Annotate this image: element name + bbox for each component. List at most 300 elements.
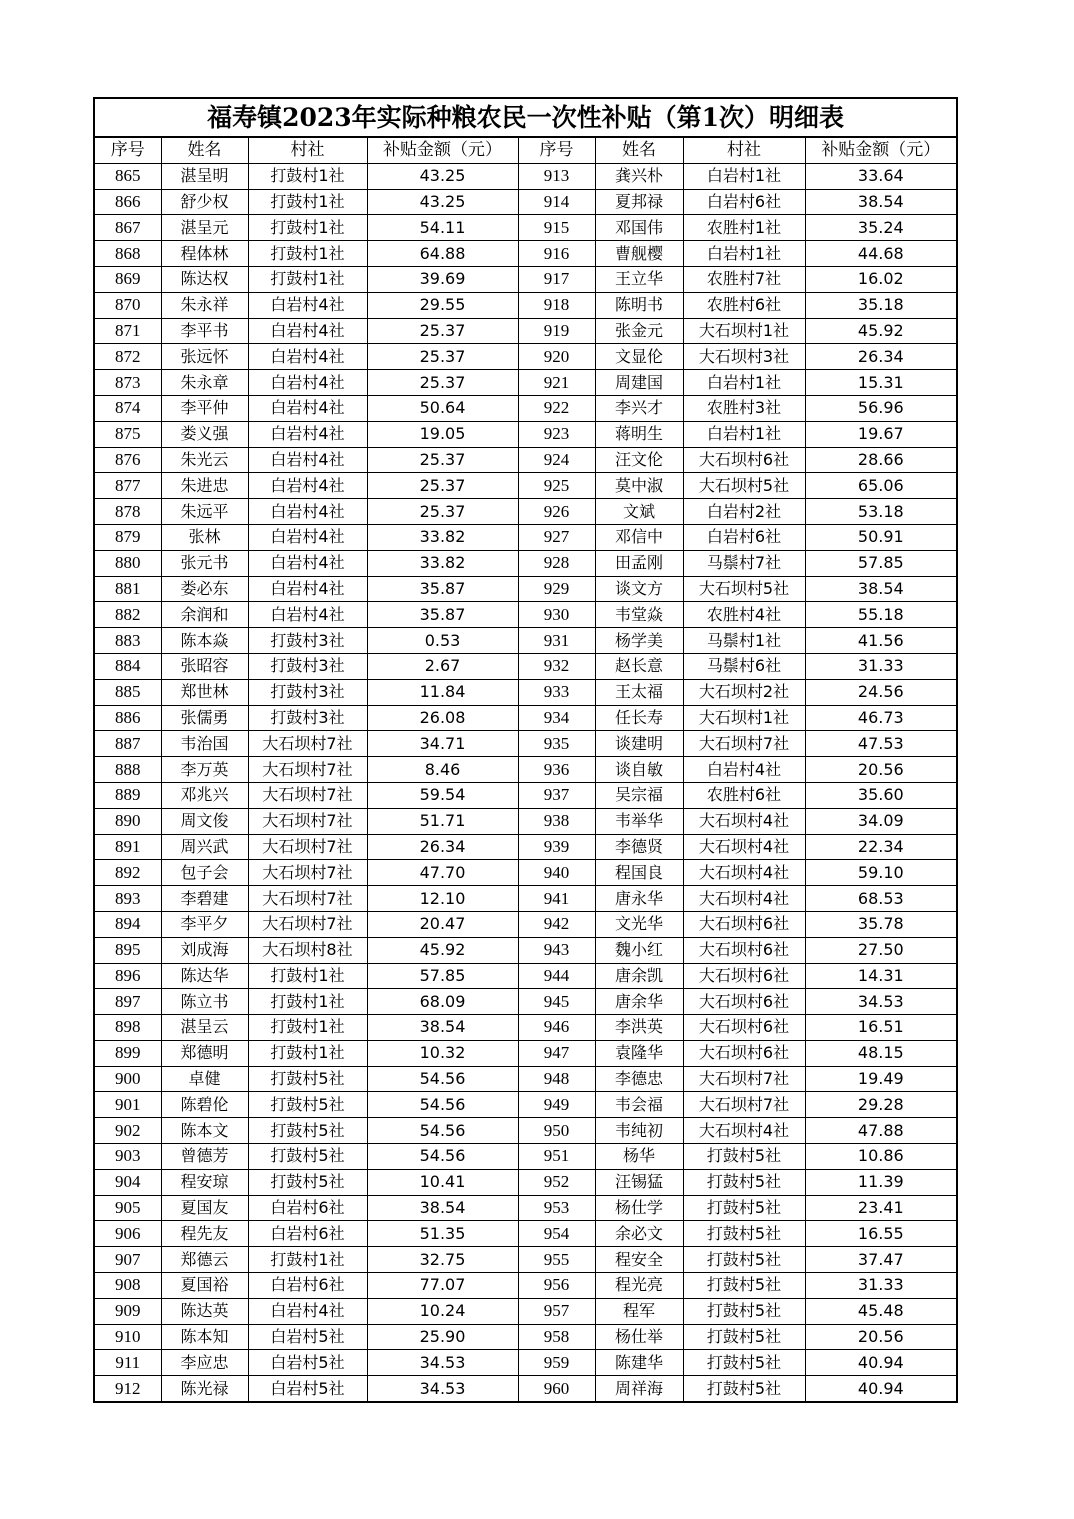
- amount-cell: 50.64: [367, 395, 518, 421]
- seq-cell: 915: [518, 215, 595, 241]
- amount-cell: 25.37: [367, 344, 518, 370]
- amount-cell: 38.54: [367, 1015, 518, 1041]
- table-row: [94, 782, 957, 808]
- seq-cell: 921: [518, 370, 595, 396]
- name-cell: 龚兴朴: [595, 163, 683, 189]
- amount-cell: 16.51: [805, 1015, 957, 1041]
- table-row: [94, 1092, 957, 1118]
- seq-cell: 935: [518, 731, 595, 757]
- amount-cell: 26.08: [367, 705, 518, 731]
- name-cell: 陈达权: [161, 266, 248, 292]
- seq-cell: 949: [518, 1092, 595, 1118]
- seq-cell: 874: [94, 395, 161, 421]
- seq-cell: 953: [518, 1195, 595, 1221]
- village-cell: 农胜村6社: [683, 782, 805, 808]
- seq-cell: 897: [94, 989, 161, 1015]
- name-cell: 李平仲: [161, 395, 248, 421]
- table-row: [94, 937, 957, 963]
- village-cell: 白岩村6社: [683, 524, 805, 550]
- village-cell: 打鼓村1社: [248, 241, 367, 267]
- amount-cell: 35.24: [805, 215, 957, 241]
- village-cell: 大石坝村7社: [683, 1066, 805, 1092]
- village-cell: 农胜村7社: [683, 266, 805, 292]
- amount-cell: 25.37: [367, 499, 518, 525]
- amount-cell: 23.41: [805, 1195, 957, 1221]
- village-cell: 打鼓村3社: [248, 653, 367, 679]
- name-cell: 陈本知: [161, 1324, 248, 1350]
- amount-cell: 59.10: [805, 860, 957, 886]
- name-cell: 李德忠: [595, 1066, 683, 1092]
- village-cell: 打鼓村5社: [683, 1298, 805, 1324]
- village-cell: 打鼓村3社: [248, 628, 367, 654]
- name-cell: 李应忠: [161, 1350, 248, 1376]
- village-cell: 白岩村4社: [683, 757, 805, 783]
- village-cell: 白岩村6社: [248, 1221, 367, 1247]
- amount-cell: 54.56: [367, 1066, 518, 1092]
- village-cell: 打鼓村3社: [248, 679, 367, 705]
- name-cell: 文光华: [595, 911, 683, 937]
- village-cell: 打鼓村1社: [248, 1247, 367, 1273]
- village-cell: 白岩村6社: [248, 1195, 367, 1221]
- seq-cell: 866: [94, 189, 161, 215]
- seq-cell: 916: [518, 241, 595, 267]
- amount-header-right: 补贴金额（元）: [805, 137, 957, 163]
- amount-cell: 16.02: [805, 266, 957, 292]
- amount-cell: 35.87: [367, 602, 518, 628]
- seq-header-left: 序号: [94, 137, 161, 163]
- name-cell: 张儒勇: [161, 705, 248, 731]
- seq-cell: 928: [518, 550, 595, 576]
- seq-cell: 884: [94, 653, 161, 679]
- name-cell: 湛呈明: [161, 163, 248, 189]
- name-cell: 周建国: [595, 370, 683, 396]
- amount-cell: 55.18: [805, 602, 957, 628]
- village-cell: 白岩村5社: [248, 1350, 367, 1376]
- village-cell: 白岩村4社: [248, 524, 367, 550]
- seq-cell: 937: [518, 782, 595, 808]
- seq-cell: 929: [518, 576, 595, 602]
- amount-cell: 26.34: [805, 344, 957, 370]
- name-cell: 魏小红: [595, 937, 683, 963]
- amount-cell: 68.09: [367, 989, 518, 1015]
- village-cell: 马鬃村6社: [683, 653, 805, 679]
- village-cell: 白岩村4社: [248, 576, 367, 602]
- amount-cell: 28.66: [805, 447, 957, 473]
- seq-cell: 910: [94, 1324, 161, 1350]
- village-cell: 白岩村4社: [248, 344, 367, 370]
- name-cell: 韦治国: [161, 731, 248, 757]
- table-row: [94, 911, 957, 937]
- name-cell: 李平书: [161, 318, 248, 344]
- name-cell: 汪锡猛: [595, 1169, 683, 1195]
- name-cell: 周祥海: [595, 1376, 683, 1402]
- seq-cell: 901: [94, 1092, 161, 1118]
- seq-cell: 868: [94, 241, 161, 267]
- seq-cell: 885: [94, 679, 161, 705]
- table-row: [94, 215, 957, 241]
- amount-cell: 41.56: [805, 628, 957, 654]
- seq-cell: 872: [94, 344, 161, 370]
- table-row: [94, 370, 957, 396]
- amount-cell: 38.54: [367, 1195, 518, 1221]
- table-row: [94, 705, 957, 731]
- seq-cell: 960: [518, 1376, 595, 1402]
- village-cell: 白岩村1社: [683, 241, 805, 267]
- name-cell: 谈文方: [595, 576, 683, 602]
- name-cell: 邓信中: [595, 524, 683, 550]
- amount-cell: 26.34: [367, 834, 518, 860]
- village-cell: 打鼓村5社: [248, 1066, 367, 1092]
- seq-cell: 896: [94, 963, 161, 989]
- seq-cell: 909: [94, 1298, 161, 1324]
- subsidy-table: [93, 97, 958, 1403]
- village-cell: 白岩村4社: [248, 473, 367, 499]
- name-cell: 周文俊: [161, 808, 248, 834]
- village-cell: 打鼓村5社: [683, 1195, 805, 1221]
- village-cell: 白岩村4社: [248, 292, 367, 318]
- amount-cell: 24.56: [805, 679, 957, 705]
- village-cell: 打鼓村5社: [248, 1118, 367, 1144]
- name-cell: 赵长意: [595, 653, 683, 679]
- seq-cell: 941: [518, 886, 595, 912]
- table-row: [94, 757, 957, 783]
- table-body: [94, 163, 957, 1402]
- name-cell: 韦举华: [595, 808, 683, 834]
- table-row: [94, 550, 957, 576]
- amount-cell: 68.53: [805, 886, 957, 912]
- table-row: [94, 395, 957, 421]
- seq-header-right: 序号: [518, 137, 595, 163]
- amount-cell: 10.32: [367, 1040, 518, 1066]
- seq-cell: 955: [518, 1247, 595, 1273]
- seq-cell: 934: [518, 705, 595, 731]
- village-cell: 大石坝村7社: [248, 731, 367, 757]
- amount-cell: 38.54: [805, 189, 957, 215]
- table-row: [94, 886, 957, 912]
- amount-cell: 57.85: [367, 963, 518, 989]
- village-cell: 大石坝村7社: [248, 808, 367, 834]
- name-header-right: 姓名: [595, 137, 683, 163]
- name-cell: 陈明书: [595, 292, 683, 318]
- amount-cell: 8.46: [367, 757, 518, 783]
- village-cell: 打鼓村5社: [683, 1350, 805, 1376]
- seq-cell: 875: [94, 421, 161, 447]
- name-cell: 朱永章: [161, 370, 248, 396]
- village-cell: 大石坝村7社: [248, 886, 367, 912]
- name-cell: 李德贤: [595, 834, 683, 860]
- village-cell: 打鼓村1社: [248, 1040, 367, 1066]
- name-cell: 陈达英: [161, 1298, 248, 1324]
- table-row: [94, 499, 957, 525]
- table-row: [94, 292, 957, 318]
- village-cell: 大石坝村4社: [683, 808, 805, 834]
- seq-cell: 946: [518, 1015, 595, 1041]
- name-cell: 莫中淑: [595, 473, 683, 499]
- name-cell: 王太福: [595, 679, 683, 705]
- village-cell: 打鼓村5社: [683, 1247, 805, 1273]
- village-cell: 大石坝村6社: [683, 1040, 805, 1066]
- village-cell: 白岩村2社: [683, 499, 805, 525]
- amount-cell: 38.54: [805, 576, 957, 602]
- village-cell: 白岩村1社: [683, 163, 805, 189]
- table-row: [94, 266, 957, 292]
- table-row: [94, 1066, 957, 1092]
- seq-cell: 952: [518, 1169, 595, 1195]
- table-row: [94, 1221, 957, 1247]
- table-row: [94, 653, 957, 679]
- village-cell: 马鬃村1社: [683, 628, 805, 654]
- village-cell: 大石坝村5社: [683, 473, 805, 499]
- amount-cell: 19.05: [367, 421, 518, 447]
- amount-cell: 27.50: [805, 937, 957, 963]
- header-row: [94, 137, 957, 163]
- seq-cell: 911: [94, 1350, 161, 1376]
- seq-cell: 947: [518, 1040, 595, 1066]
- table-row: [94, 318, 957, 344]
- name-cell: 曾德芳: [161, 1144, 248, 1170]
- name-cell: 陈本焱: [161, 628, 248, 654]
- name-cell: 李万英: [161, 757, 248, 783]
- village-cell: 大石坝村7社: [248, 834, 367, 860]
- amount-cell: 54.56: [367, 1118, 518, 1144]
- seq-cell: 914: [518, 189, 595, 215]
- amount-cell: 43.25: [367, 189, 518, 215]
- name-cell: 程体林: [161, 241, 248, 267]
- seq-cell: 900: [94, 1066, 161, 1092]
- village-cell: 大石坝村6社: [683, 989, 805, 1015]
- seq-cell: 913: [518, 163, 595, 189]
- village-cell: 打鼓村5社: [248, 1092, 367, 1118]
- amount-cell: 46.73: [805, 705, 957, 731]
- name-cell: 朱进忠: [161, 473, 248, 499]
- table-row: [94, 1350, 957, 1376]
- seq-cell: 951: [518, 1144, 595, 1170]
- seq-cell: 940: [518, 860, 595, 886]
- table-row: [94, 679, 957, 705]
- seq-cell: 907: [94, 1247, 161, 1273]
- amount-cell: 34.71: [367, 731, 518, 757]
- amount-cell: 35.87: [367, 576, 518, 602]
- table-row: [94, 731, 957, 757]
- village-cell: 大石坝村3社: [683, 344, 805, 370]
- village-cell: 大石坝村8社: [248, 937, 367, 963]
- amount-cell: 40.94: [805, 1350, 957, 1376]
- seq-cell: 942: [518, 911, 595, 937]
- seq-cell: 956: [518, 1273, 595, 1299]
- seq-cell: 883: [94, 628, 161, 654]
- village-cell: 大石坝村4社: [683, 860, 805, 886]
- table-row: [94, 1015, 957, 1041]
- table-row: [94, 1040, 957, 1066]
- name-cell: 韦纯初: [595, 1118, 683, 1144]
- seq-cell: 867: [94, 215, 161, 241]
- name-header-left: 姓名: [161, 137, 248, 163]
- name-cell: 郑世林: [161, 679, 248, 705]
- seq-cell: 950: [518, 1118, 595, 1144]
- name-cell: 陈建华: [595, 1350, 683, 1376]
- amount-cell: 25.37: [367, 447, 518, 473]
- name-cell: 张元书: [161, 550, 248, 576]
- seq-cell: 889: [94, 782, 161, 808]
- seq-cell: 877: [94, 473, 161, 499]
- name-cell: 程先友: [161, 1221, 248, 1247]
- name-cell: 杨学美: [595, 628, 683, 654]
- table-row: [94, 344, 957, 370]
- table-row: [94, 1376, 957, 1402]
- amount-cell: 29.55: [367, 292, 518, 318]
- table-row: [94, 628, 957, 654]
- village-cell: 大石坝村1社: [683, 318, 805, 344]
- table-row: [94, 1273, 957, 1299]
- table-row: [94, 576, 957, 602]
- name-cell: 郑德云: [161, 1247, 248, 1273]
- amount-cell: 19.49: [805, 1066, 957, 1092]
- amount-cell: 10.41: [367, 1169, 518, 1195]
- name-cell: 夏国友: [161, 1195, 248, 1221]
- amount-cell: 33.64: [805, 163, 957, 189]
- village-cell: 大石坝村4社: [683, 1118, 805, 1144]
- seq-cell: 908: [94, 1273, 161, 1299]
- amount-cell: 33.82: [367, 524, 518, 550]
- seq-cell: 886: [94, 705, 161, 731]
- seq-cell: 922: [518, 395, 595, 421]
- village-cell: 打鼓村1社: [248, 1015, 367, 1041]
- name-cell: 李兴才: [595, 395, 683, 421]
- seq-cell: 931: [518, 628, 595, 654]
- name-cell: 程安琼: [161, 1169, 248, 1195]
- village-cell: 大石坝村6社: [683, 1015, 805, 1041]
- seq-cell: 948: [518, 1066, 595, 1092]
- table-row: [94, 189, 957, 215]
- amount-cell: 35.78: [805, 911, 957, 937]
- name-cell: 周兴武: [161, 834, 248, 860]
- seq-cell: 893: [94, 886, 161, 912]
- amount-cell: 11.84: [367, 679, 518, 705]
- amount-cell: 48.15: [805, 1040, 957, 1066]
- name-cell: 夏邦禄: [595, 189, 683, 215]
- village-cell: 打鼓村5社: [683, 1273, 805, 1299]
- amount-cell: 14.31: [805, 963, 957, 989]
- amount-cell: 34.09: [805, 808, 957, 834]
- village-cell: 大石坝村5社: [683, 576, 805, 602]
- village-cell: 大石坝村7社: [248, 757, 367, 783]
- village-header-left: 村社: [248, 137, 367, 163]
- amount-cell: 47.53: [805, 731, 957, 757]
- name-cell: 杨华: [595, 1144, 683, 1170]
- amount-cell: 10.24: [367, 1298, 518, 1324]
- seq-cell: 880: [94, 550, 161, 576]
- table-row: [94, 447, 957, 473]
- amount-cell: 33.82: [367, 550, 518, 576]
- name-cell: 田孟刚: [595, 550, 683, 576]
- table-row: [94, 1324, 957, 1350]
- table-row: [94, 241, 957, 267]
- name-cell: 朱永祥: [161, 292, 248, 318]
- amount-cell: 54.56: [367, 1092, 518, 1118]
- village-cell: 白岩村1社: [683, 370, 805, 396]
- amount-cell: 0.53: [367, 628, 518, 654]
- village-cell: 白岩村6社: [683, 189, 805, 215]
- amount-cell: 34.53: [805, 989, 957, 1015]
- seq-cell: 912: [94, 1376, 161, 1402]
- table-row: [94, 1169, 957, 1195]
- seq-cell: 924: [518, 447, 595, 473]
- table-row: [94, 989, 957, 1015]
- village-cell: 白岩村4社: [248, 318, 367, 344]
- village-cell: 大石坝村6社: [683, 937, 805, 963]
- seq-cell: 891: [94, 834, 161, 860]
- table-row: [94, 1298, 957, 1324]
- name-cell: 舒少权: [161, 189, 248, 215]
- name-cell: 张林: [161, 524, 248, 550]
- seq-cell: 871: [94, 318, 161, 344]
- seq-cell: 887: [94, 731, 161, 757]
- name-cell: 唐永华: [595, 886, 683, 912]
- amount-cell: 19.67: [805, 421, 957, 447]
- amount-cell: 47.88: [805, 1118, 957, 1144]
- amount-cell: 16.55: [805, 1221, 957, 1247]
- village-cell: 打鼓村1社: [248, 163, 367, 189]
- name-cell: 曹舰樱: [595, 241, 683, 267]
- table-row: [94, 524, 957, 550]
- amount-cell: 51.71: [367, 808, 518, 834]
- seq-cell: 933: [518, 679, 595, 705]
- seq-cell: 898: [94, 1015, 161, 1041]
- amount-cell: 65.06: [805, 473, 957, 499]
- name-cell: 朱光云: [161, 447, 248, 473]
- amount-cell: 53.18: [805, 499, 957, 525]
- village-cell: 农胜村3社: [683, 395, 805, 421]
- village-cell: 打鼓村5社: [248, 1169, 367, 1195]
- name-cell: 张昭容: [161, 653, 248, 679]
- seq-cell: 894: [94, 911, 161, 937]
- amount-cell: 34.53: [367, 1376, 518, 1402]
- seq-cell: 930: [518, 602, 595, 628]
- amount-cell: 29.28: [805, 1092, 957, 1118]
- amount-cell: 11.39: [805, 1169, 957, 1195]
- name-cell: 程光亮: [595, 1273, 683, 1299]
- village-cell: 农胜村6社: [683, 292, 805, 318]
- village-cell: 打鼓村1社: [248, 266, 367, 292]
- amount-cell: 37.47: [805, 1247, 957, 1273]
- name-cell: 李洪英: [595, 1015, 683, 1041]
- village-cell: 白岩村5社: [248, 1324, 367, 1350]
- village-cell: 大石坝村7社: [683, 1092, 805, 1118]
- amount-cell: 56.96: [805, 395, 957, 421]
- table-row: [94, 963, 957, 989]
- village-cell: 大石坝村6社: [683, 963, 805, 989]
- seq-cell: 943: [518, 937, 595, 963]
- seq-cell: 920: [518, 344, 595, 370]
- name-cell: 文斌: [595, 499, 683, 525]
- name-cell: 谈建明: [595, 731, 683, 757]
- amount-cell: 44.68: [805, 241, 957, 267]
- village-cell: 打鼓村1社: [248, 189, 367, 215]
- seq-cell: 954: [518, 1221, 595, 1247]
- name-cell: 陈光禄: [161, 1376, 248, 1402]
- seq-cell: 892: [94, 860, 161, 886]
- name-cell: 卓健: [161, 1066, 248, 1092]
- village-cell: 打鼓村1社: [248, 215, 367, 241]
- amount-cell: 20.56: [805, 757, 957, 783]
- table-row: [94, 1118, 957, 1144]
- seq-cell: 958: [518, 1324, 595, 1350]
- seq-cell: 906: [94, 1221, 161, 1247]
- seq-cell: 876: [94, 447, 161, 473]
- name-cell: 谈自敏: [595, 757, 683, 783]
- amount-cell: 47.70: [367, 860, 518, 886]
- seq-cell: 882: [94, 602, 161, 628]
